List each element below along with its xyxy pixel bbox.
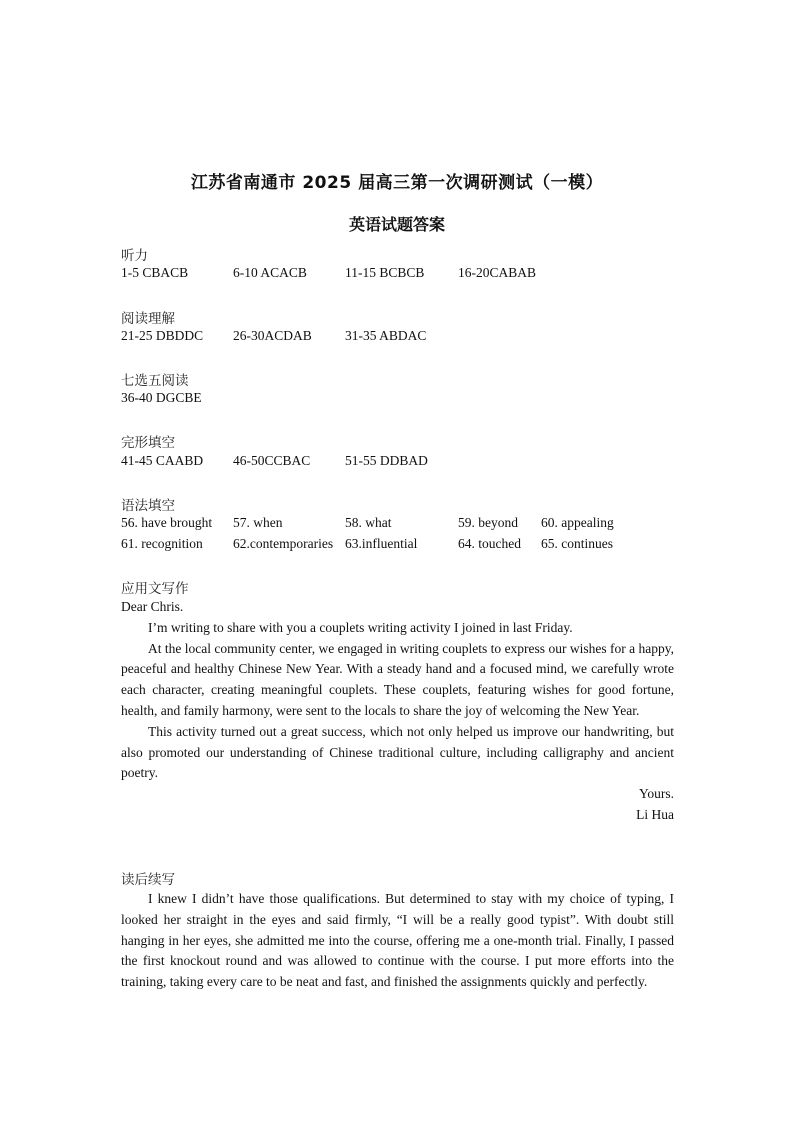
answer-group: 1-5 CBACB xyxy=(121,265,189,280)
answer-group: 21-25 DBDDC xyxy=(121,328,204,343)
letter-paragraph-2: At the local community center, we engaged in writing couplets to express our wishes for a happy, peaceful and healthy Chinese New Year. With a steady hand and a focused mind, we carefully wrote each character, creating meaningful couplets. These couplets, featuring wishes for good fortune, health, and family harmony, were sent to the locals to share the joy of welcoming the New Year. xyxy=(121,640,674,718)
answer-group: 41-45 CAABD xyxy=(121,453,204,468)
answer-item: 63.influential xyxy=(345,536,418,551)
answer-row-seven-five xyxy=(121,390,681,408)
answer-group: 51-55 DDBAD xyxy=(345,453,428,468)
section-heading-cloze: 完形填空 xyxy=(121,435,175,451)
answer-group: 26-30ACDAB xyxy=(233,328,312,343)
answer-group: 11-15 BCBCB xyxy=(345,265,425,280)
page-title: 江苏省南通市 2025 届高三第一次调研测试（一模） xyxy=(190,173,604,193)
answer-row-listening xyxy=(121,265,681,283)
continuation-paragraph: I knew I didn’t have those qualifications. But determined to stay with my choice of typing, I looked her straight in the eyes and said firmly, “I will be a really good typist”. With doubt still hanging in her eyes, she admitted me into the course, offering me a one-month trial. Finally, I passed the first knockout round and was allowed to continue with the course. I put more efforts into the training, taking every care to be neat and fast, and finished the assignments quickly and perfectly. xyxy=(121,891,674,990)
section-heading-practical-writing: 应用文写作 xyxy=(121,581,189,597)
answer-row-grammar-2 xyxy=(121,536,681,554)
letter-signature: Li Hua xyxy=(636,806,674,822)
answer-item: 58. what xyxy=(345,515,392,530)
answer-item: 57. when xyxy=(233,515,283,530)
letter-paragraph-3: This activity turned out a great success, which not only helped us improve our handwriting, but also promoted our understanding of Chinese traditional culture, including calligraphy and ancient poetry. xyxy=(121,723,674,781)
practical-writing-letter xyxy=(121,597,674,826)
answer-row-cloze xyxy=(121,453,681,471)
letter-closing: Yours. xyxy=(638,786,674,802)
answer-item: 61. recognition xyxy=(121,536,203,551)
answer-group: 31-35 ABDAC xyxy=(345,328,427,343)
answer-item: 62.contemporaries xyxy=(233,536,334,551)
answer-item: 64. touched xyxy=(458,536,521,551)
section-heading-grammar: 语法填空 xyxy=(121,498,175,514)
answer-item: 59. beyond xyxy=(458,515,518,530)
answer-group: 36-40 DGCBE xyxy=(121,390,202,405)
answer-row-grammar-1 xyxy=(121,515,681,533)
answer-group: 46-50CCBAC xyxy=(233,453,311,468)
answer-item: 56. have brought xyxy=(121,515,213,530)
answer-group: 16-20CABAB xyxy=(458,265,537,280)
letter-salutation: Dear Chris. xyxy=(121,599,184,614)
letter-paragraph-1: I’m writing to share with you a couplets writing activity I joined in last Friday. xyxy=(148,619,573,635)
answer-item: 65. continues xyxy=(541,536,613,551)
section-heading-listening: 听力 xyxy=(121,248,148,264)
answer-group: 6-10 ACACB xyxy=(233,265,307,280)
section-heading-continuation: 读后续写 xyxy=(121,872,175,888)
page-subtitle: 英语试题答案 xyxy=(348,215,445,234)
answer-row-reading xyxy=(121,328,681,346)
continuation-writing xyxy=(121,889,674,993)
answer-item: 60. appealing xyxy=(541,515,614,530)
section-heading-reading: 阅读理解 xyxy=(121,311,175,327)
section-heading-seven-five: 七选五阅读 xyxy=(121,373,189,389)
